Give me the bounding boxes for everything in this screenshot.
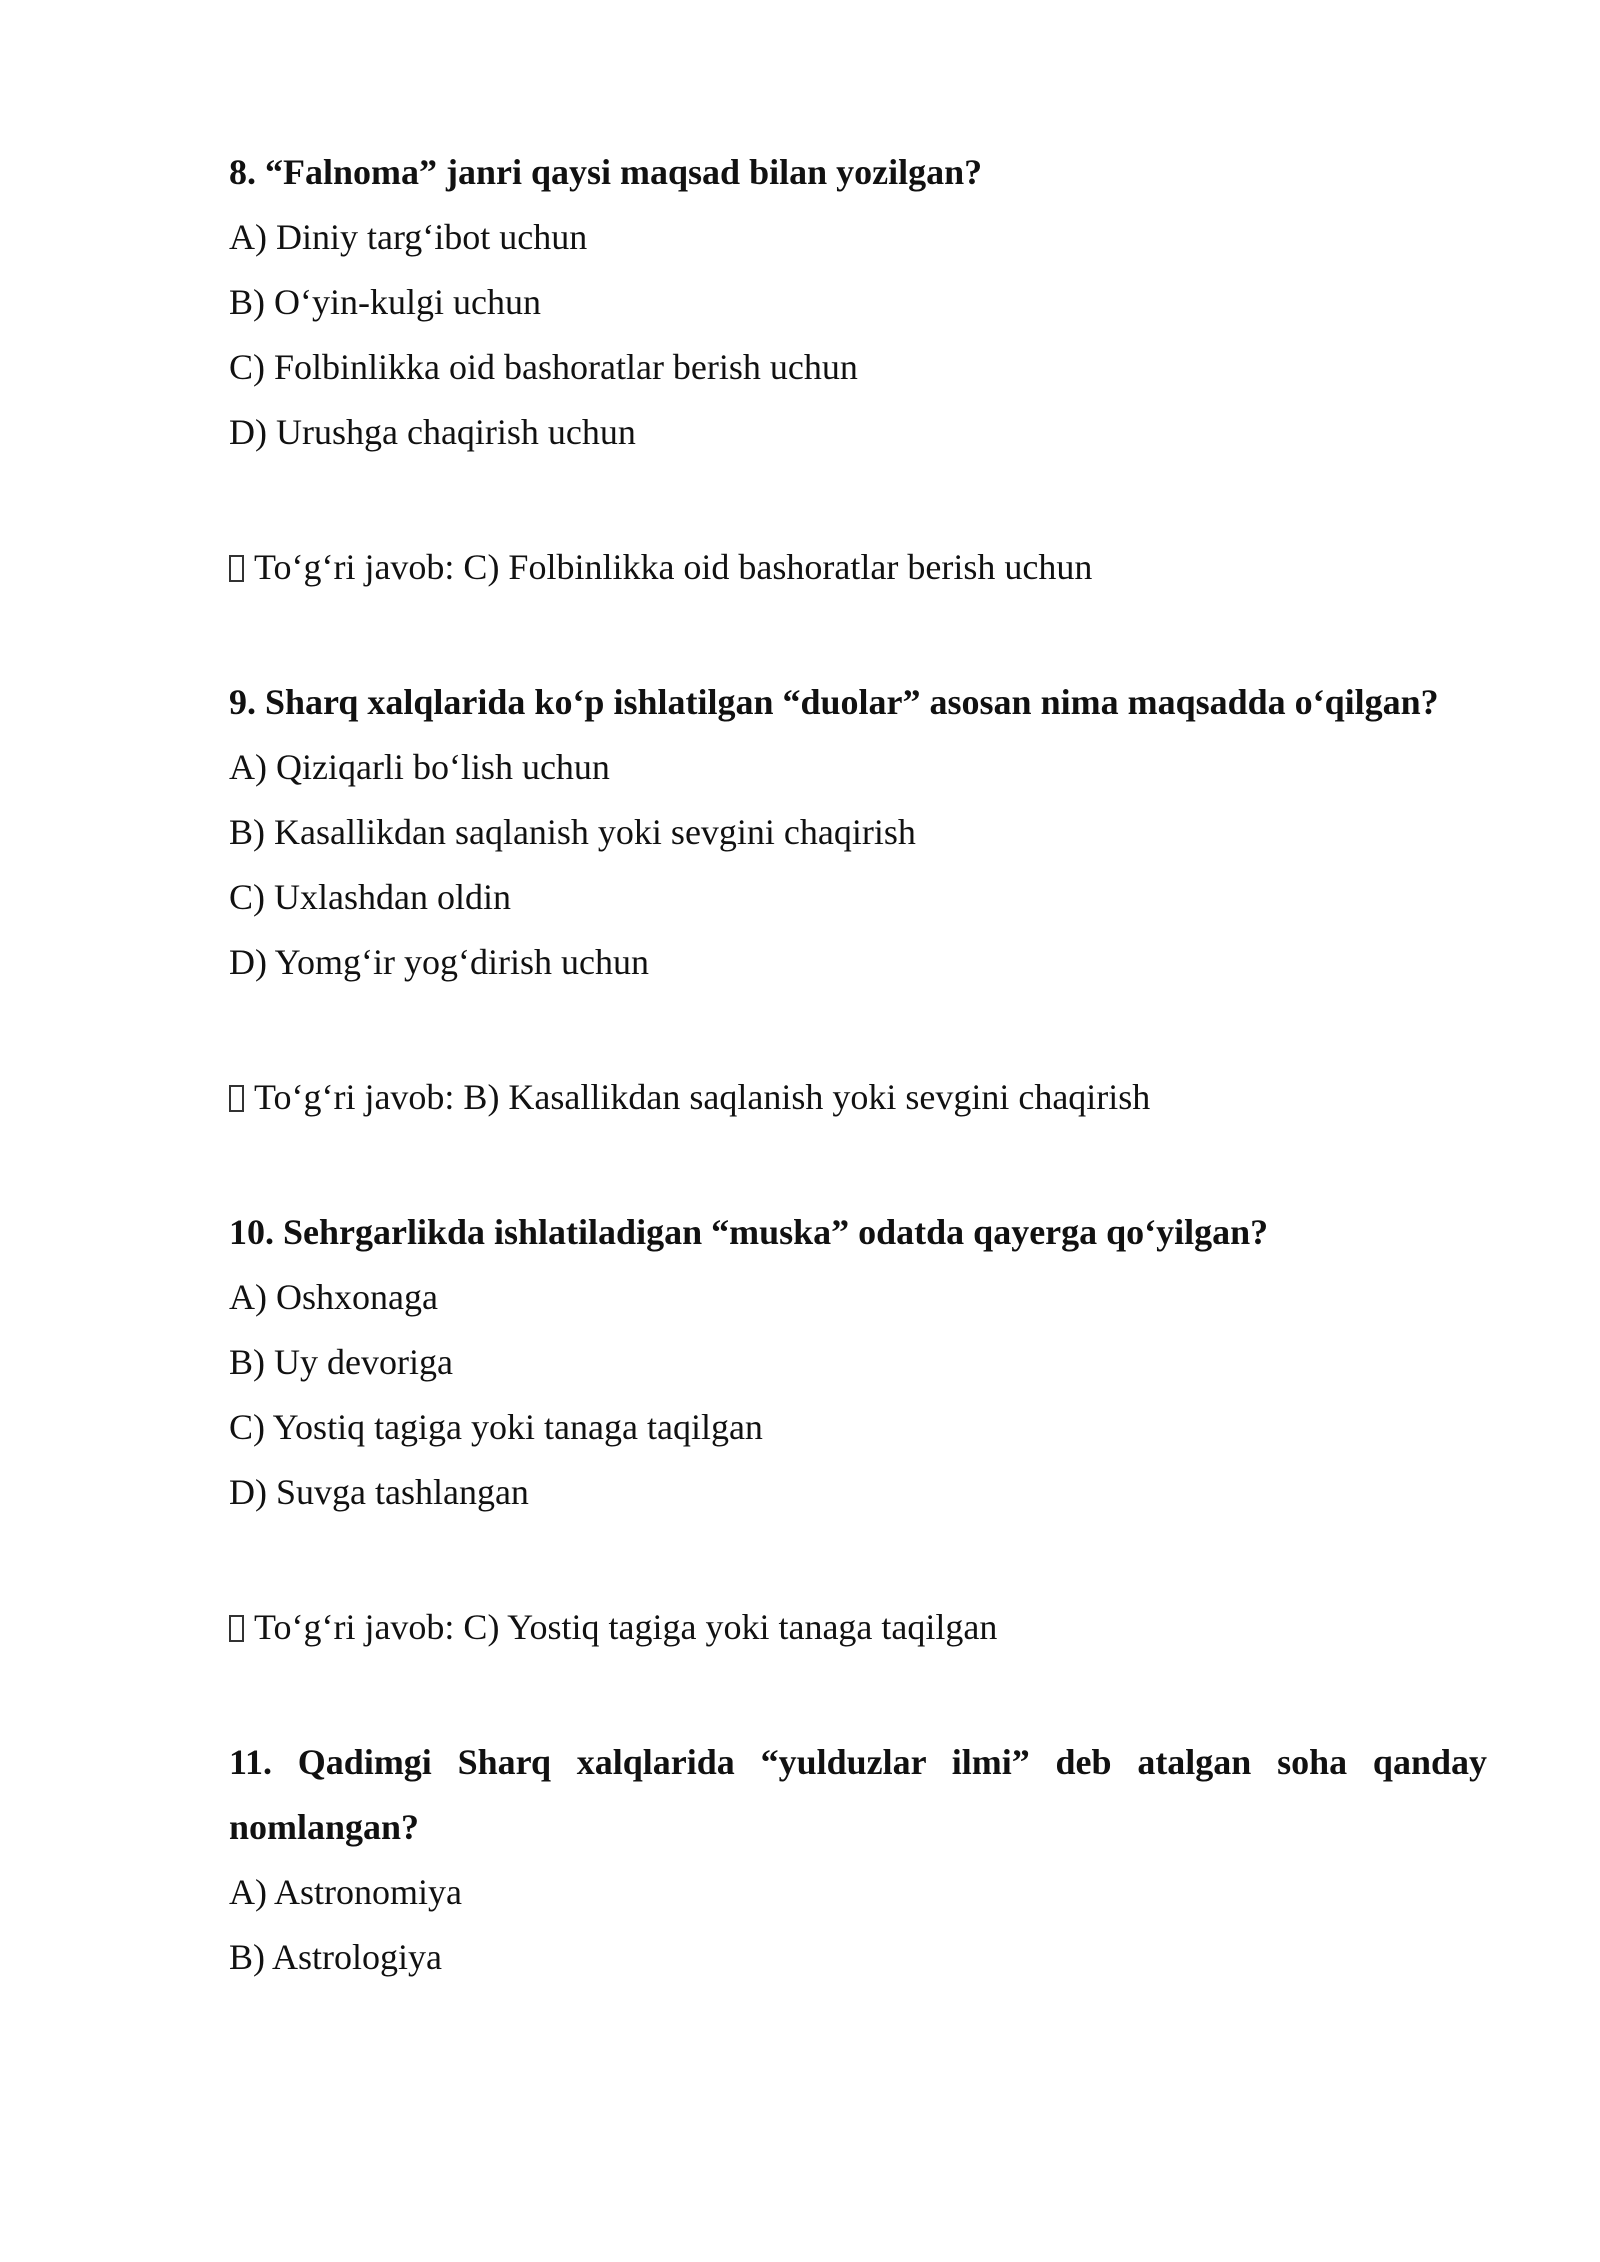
missing-glyph-icon	[229, 1085, 244, 1112]
option-c: C) Yostiq tagiga yoki tanaga taqilgan	[229, 1407, 763, 1447]
spacer	[229, 1660, 1487, 1730]
document-page	[229, 140, 1487, 1990]
correct-answer	[229, 1595, 1487, 1660]
option-d: D) Urushga chaqirish uchun	[229, 412, 636, 452]
correct-answer	[229, 1065, 1487, 1130]
question-block-9	[229, 670, 1487, 1200]
option-b: B) Astrologiya	[229, 1937, 442, 1977]
option-a: A) Qiziqarli bo‘lish uchun	[229, 747, 610, 787]
question-text: 8. “Falnoma” janri qaysi maqsad bilan yozilgan?	[229, 152, 983, 192]
question-block-11	[229, 1730, 1487, 1990]
spacer	[229, 600, 1487, 670]
question-block-8	[229, 140, 1487, 670]
correct-answer-text: To‘g‘ri javob: C) Folbinlikka oid bashoratlar berish uchun	[254, 547, 1093, 587]
spacer	[229, 1525, 1487, 1595]
option-a: A) Diniy targ‘ibot uchun	[229, 217, 588, 257]
option-a: A) Astronomiya	[229, 1872, 462, 1912]
spacer	[229, 995, 1487, 1065]
question-text: 11. Qadimgi Sharq xalqlarida “yulduzlar ilmi” deb atalgan soha qanday nomlangan?	[229, 1742, 1487, 1847]
question-text: 9. Sharq xalqlarida ko‘p ishlatilgan “duolar” asosan nima maqsadda o‘qilgan?	[229, 682, 1439, 722]
correct-answer-text: To‘g‘ri javob: B) Kasallikdan saqlanish yoki sevgini chaqirish	[254, 1077, 1151, 1117]
option-c: C) Folbinlikka oid bashoratlar berish uchun	[229, 347, 858, 387]
spacer	[229, 465, 1487, 535]
question-block-10	[229, 1200, 1487, 1730]
option-b: B) Uy devoriga	[229, 1342, 453, 1382]
spacer	[229, 1130, 1487, 1200]
question-text: 10. Sehrgarlikda ishlatiladigan “muska” odatda qayerga qo‘yilgan?	[229, 1212, 1269, 1252]
option-d: D) Suvga tashlangan	[229, 1472, 529, 1512]
missing-glyph-icon	[229, 1615, 244, 1642]
correct-answer	[229, 535, 1487, 600]
missing-glyph-icon	[229, 555, 244, 582]
option-b: B) O‘yin-kulgi uchun	[229, 282, 541, 322]
correct-answer-text: To‘g‘ri javob: C) Yostiq tagiga yoki tanaga taqilgan	[254, 1607, 998, 1647]
option-d: D) Yomg‘ir yog‘dirish uchun	[229, 942, 649, 982]
option-a: A) Oshxonaga	[229, 1277, 438, 1317]
option-c: C) Uxlashdan oldin	[229, 877, 511, 917]
option-b: B) Kasallikdan saqlanish yoki sevgini chaqirish	[229, 812, 916, 852]
